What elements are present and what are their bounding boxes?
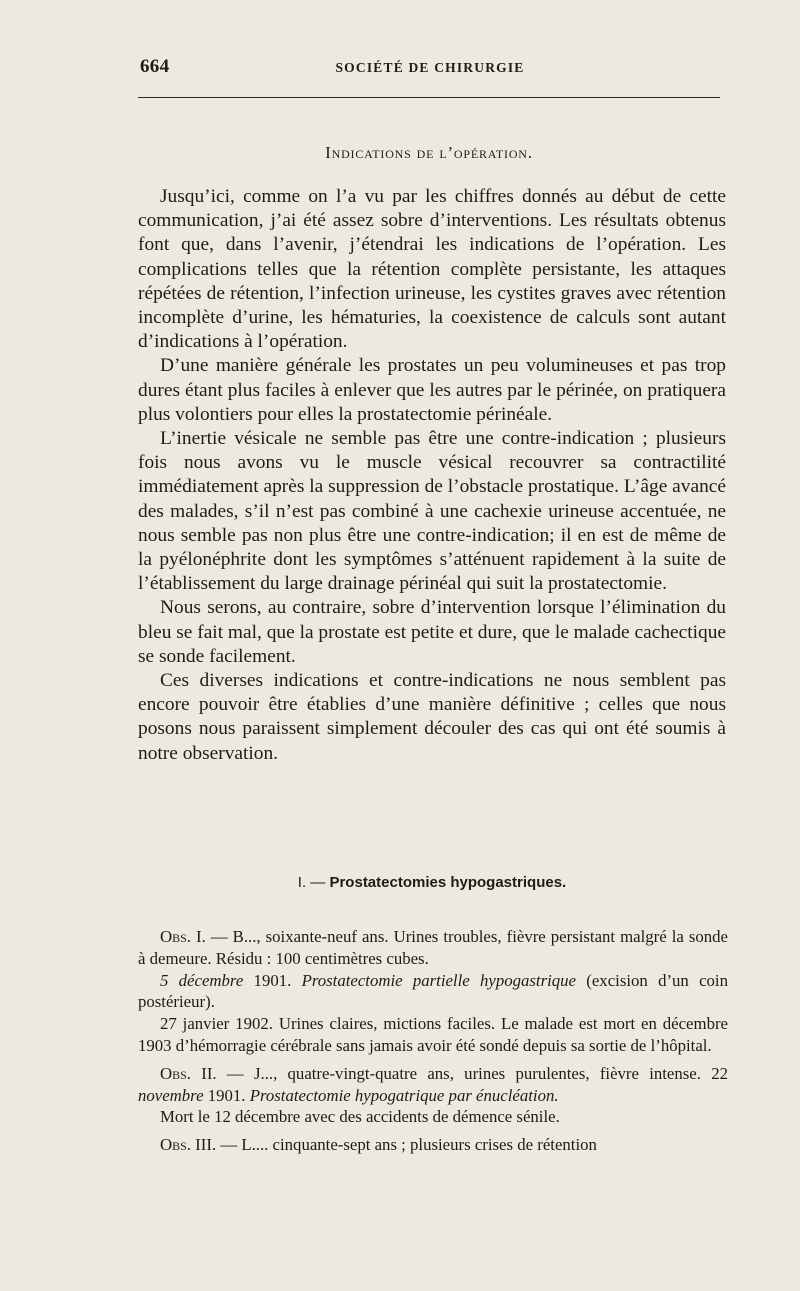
subsection-number: I. — [297,874,326,891]
obs-procedure-note: (excision d’un coin postérieur). [138,970,728,1012]
observation-2 [138,1063,728,1107]
obs-label: Obs. III. [160,1135,217,1155]
obs-label: Obs. I. [160,927,206,946]
paragraph: L’inertie vésicale ne semble pas être une contre-indication ; plusieurs fois nous avons vu le muscle vésical recouvrer sa contractilité immédiatement après la suppression de l’obstacle prostatique. L’âge avancé des malades, s’il n’est pas combiné à une cachexie urineuse accentuée, ne nous semble pas non plus être une contre-indication; il en est de même de la pyélonéphrite dont les symptômes s’atténuent rapidement à la suite de l’établissement du large drainage périnéal qui suit la prostatectomie. [138,428,726,595]
paragraph: Jusqu’ici, comme on l’a vu par les chiffres donnés au début de cette communication, j’ai été assez sobre d’interventions. Les résultats obtenus font que, dans l’avenir, j’étendrai les indications de l’opération. Les complications telles que la rétention complète persistante, les attaques répétées de rétention, l’infection urineuse, les cystites graves avec rétention incomplète d’urine, les hématuries, la coexistence de calculs sont autant d’indications à l’opération. [138,186,726,353]
paragraph: Ces diverses indications et contre-indications ne nous semblent pas encore pouvoir être établies d’une manière définitive ; celles que nous posons nous paraissent simplement découler des cas qui ont été soumis à notre observation. [138,670,726,764]
subsection-title: Prostatectomies hypogastriques. [329,874,567,891]
obs-text: — B..., soixante-neuf ans. Urines troubles, fièvre persistant malgré la sonde à demeure. Résidu : 100 centimètres cubes. [138,927,728,968]
observation-1-followup: 27 janvier 1902. Urines claires, mictions faciles. Le malade est mort en décembre 1903 d’hémorragie cérébrale sans jamais avoir été sondé depuis sa sortie de l’hôpital. [138,1014,728,1055]
observation-2-followup: Mort le 12 décembre avec des accidents de démence sénile. [160,1107,560,1127]
obs-label: Obs. II. [160,1063,217,1083]
obs-date: 5 décembre [160,970,244,990]
section-title: Indications de l’opération. [325,143,533,162]
obs-year: 1901. [203,1085,250,1105]
obs-text: — J..., quatre-vingt-quatre ans, urines purulentes, fièvre intense. 22 [216,1063,728,1083]
obs-procedure: Prostatectomie partielle hypogastrique [301,970,576,990]
observation-1 [138,926,728,970]
running-title: SOCIÉTÉ DE CHIRURGIE [335,60,525,75]
body-text [138,185,726,766]
obs-date: novembre [138,1085,204,1105]
obs-year: 1901. [243,970,302,990]
subsection-heading [138,874,726,891]
header-rule [138,97,720,98]
obs-text: — L.... cinquante-sept ans ; plusieurs crises de rétention [216,1135,597,1155]
page-header [140,56,720,86]
observations [138,926,728,1156]
paragraph: D’une manière générale les prostates un peu volumineuses et pas trop dures étant plus faciles à enlever que les autres par le périnée, on pratiquera plus volontiers pour elles la prostatectomie périnéale. [138,355,726,425]
observation-1-operation [138,970,728,1014]
observation-3 [138,1134,728,1156]
paragraph: Nous serons, au contraire, sobre d’intervention lorsque l’élimination du bleu se fait mal, que la prostate est petite et dure, que le malade cachectique se sonde facilement. [138,597,726,667]
obs-procedure: Prostatectomie hypogatrique par énucléation. [249,1085,559,1105]
page-number: 664 [140,56,170,77]
